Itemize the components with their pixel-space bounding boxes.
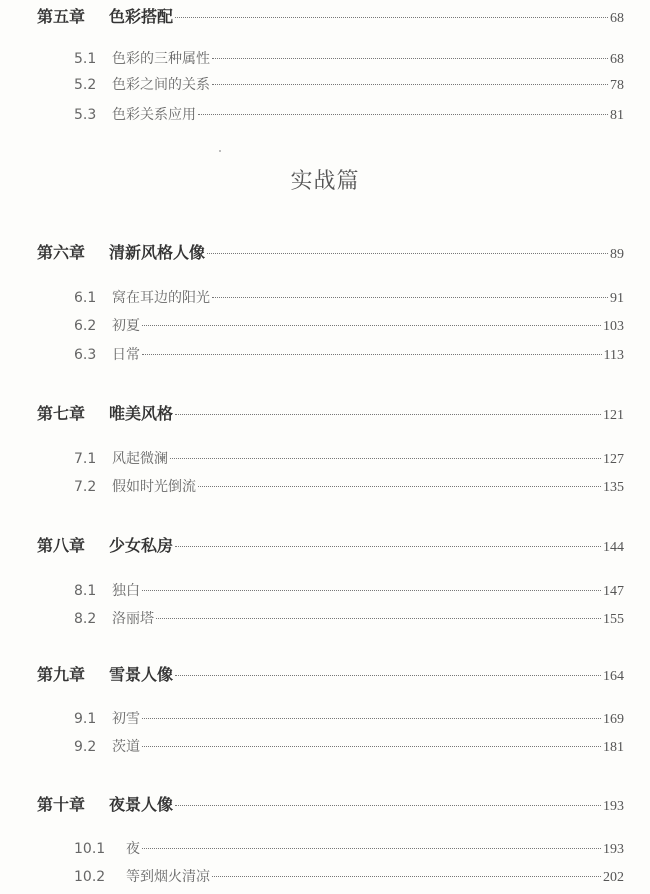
page-number: 127	[603, 452, 624, 467]
section-title: 初夏	[112, 318, 140, 334]
dot-leader	[212, 84, 608, 85]
section-title: 独白	[112, 583, 140, 599]
section-title: 初雪	[112, 711, 140, 727]
toc-chapter-8[interactable]	[37, 533, 624, 556]
toc-section-6-1[interactable]	[74, 287, 624, 307]
page-number: 144	[603, 540, 624, 555]
chapter-title: 唯美风格	[109, 404, 174, 423]
page-number: 155	[603, 612, 624, 627]
section-number: 10.1	[74, 841, 106, 857]
toc-section-9-1[interactable]	[74, 708, 624, 728]
dot-leader	[170, 458, 601, 459]
chapter-number: 第六章	[37, 243, 86, 262]
page-number: 81	[610, 108, 624, 123]
dot-leader	[142, 590, 601, 591]
dot-leader	[175, 17, 608, 18]
section-number: 8.1	[74, 583, 97, 599]
toc-section-7-1[interactable]	[74, 448, 624, 468]
toc-chapter-5[interactable]	[37, 4, 624, 27]
section-title: 洛丽塔	[112, 611, 154, 627]
section-title: 色彩的三种属性	[112, 51, 210, 67]
toc-section-5-2[interactable]	[74, 74, 624, 94]
page-number: 164	[603, 669, 624, 684]
toc-section-5-3[interactable]	[74, 104, 624, 124]
dot-leader	[212, 297, 608, 298]
section-number: 5.3	[74, 107, 97, 123]
page-number: 202	[603, 870, 624, 885]
chapter-title: 夜景人像	[109, 795, 174, 814]
section-title: 假如时光倒流	[112, 479, 196, 495]
section-number: 6.3	[74, 347, 97, 363]
section-number: 8.2	[74, 611, 97, 627]
section-title: 茨道	[112, 739, 140, 755]
section-title: 等到烟火清凉	[126, 869, 210, 885]
page-number: 135	[603, 480, 624, 495]
page-number: 181	[603, 740, 624, 755]
section-title: 色彩之间的关系	[112, 77, 210, 93]
toc-section-10-2[interactable]	[74, 866, 624, 886]
dot-leader	[198, 114, 608, 115]
part-heading: 实战篇	[290, 169, 360, 194]
chapter-number: 第八章	[37, 536, 86, 555]
chapter-title: 色彩搭配	[109, 7, 174, 26]
dot-leader	[142, 746, 601, 747]
page-number: 121	[603, 408, 624, 423]
dot-leader	[198, 486, 601, 487]
section-number: 7.1	[74, 451, 97, 467]
page-number: 68	[610, 52, 624, 67]
section-title: 色彩关系应用	[112, 107, 196, 123]
chapter-title: 少女私房	[109, 536, 174, 555]
dot-leader	[142, 848, 601, 849]
toc-section-10-1[interactable]	[74, 838, 624, 858]
chapter-title: 雪景人像	[109, 665, 174, 684]
dot-leader	[142, 354, 602, 355]
dot-leader	[142, 325, 601, 326]
page-number: 193	[603, 799, 624, 814]
page-number: 169	[603, 712, 624, 727]
dot-leader	[175, 675, 601, 676]
section-title: 日常	[112, 347, 140, 363]
section-number: 5.1	[74, 51, 97, 67]
toc-section-6-3[interactable]	[74, 344, 624, 364]
section-title: 夜	[126, 841, 140, 857]
section-number: 10.2	[74, 869, 106, 885]
dot-leader	[212, 58, 608, 59]
section-number: 5.2	[74, 77, 97, 93]
dot-leader	[207, 253, 608, 254]
dot-leader	[175, 805, 601, 806]
chapter-number: 第七章	[37, 404, 86, 423]
chapter-number: 第五章	[37, 7, 86, 26]
page-number: 103	[603, 319, 624, 334]
page-number: 193	[603, 842, 624, 857]
toc-section-8-2[interactable]	[74, 608, 624, 628]
page-number: 91	[610, 291, 624, 306]
dot-leader	[212, 876, 601, 877]
toc-chapter-6[interactable]	[37, 240, 624, 263]
section-number: 9.2	[74, 739, 97, 755]
section-title: 窝在耳边的阳光	[112, 290, 210, 306]
chapter-number: 第十章	[37, 795, 86, 814]
section-number: 9.1	[74, 711, 97, 727]
dot-leader	[156, 618, 601, 619]
toc-section-7-2[interactable]	[74, 476, 624, 496]
toc-section-5-1[interactable]	[74, 48, 624, 68]
toc-chapter-10[interactable]	[37, 792, 624, 815]
toc-section-8-1[interactable]	[74, 580, 624, 600]
toc-section-6-2[interactable]	[74, 315, 624, 335]
page-number: 68	[610, 11, 624, 26]
toc-section-9-2[interactable]	[74, 736, 624, 756]
page-number: 147	[603, 584, 624, 599]
toc-chapter-9[interactable]	[37, 662, 624, 685]
dot-leader	[175, 414, 601, 415]
chapter-title: 清新风格人像	[109, 243, 206, 262]
chapter-number: 第九章	[37, 665, 86, 684]
dot-leader	[175, 546, 601, 547]
toc-chapter-7[interactable]	[37, 401, 624, 424]
section-title: 风起微澜	[112, 451, 168, 467]
page-number: 89	[610, 247, 624, 262]
dot-leader	[142, 718, 601, 719]
section-number: 6.1	[74, 290, 97, 306]
section-number: 6.2	[74, 318, 97, 334]
section-number: 7.2	[74, 479, 97, 495]
page-number: 78	[610, 78, 624, 93]
page-number: 113	[603, 348, 624, 363]
print-speck	[219, 150, 221, 152]
